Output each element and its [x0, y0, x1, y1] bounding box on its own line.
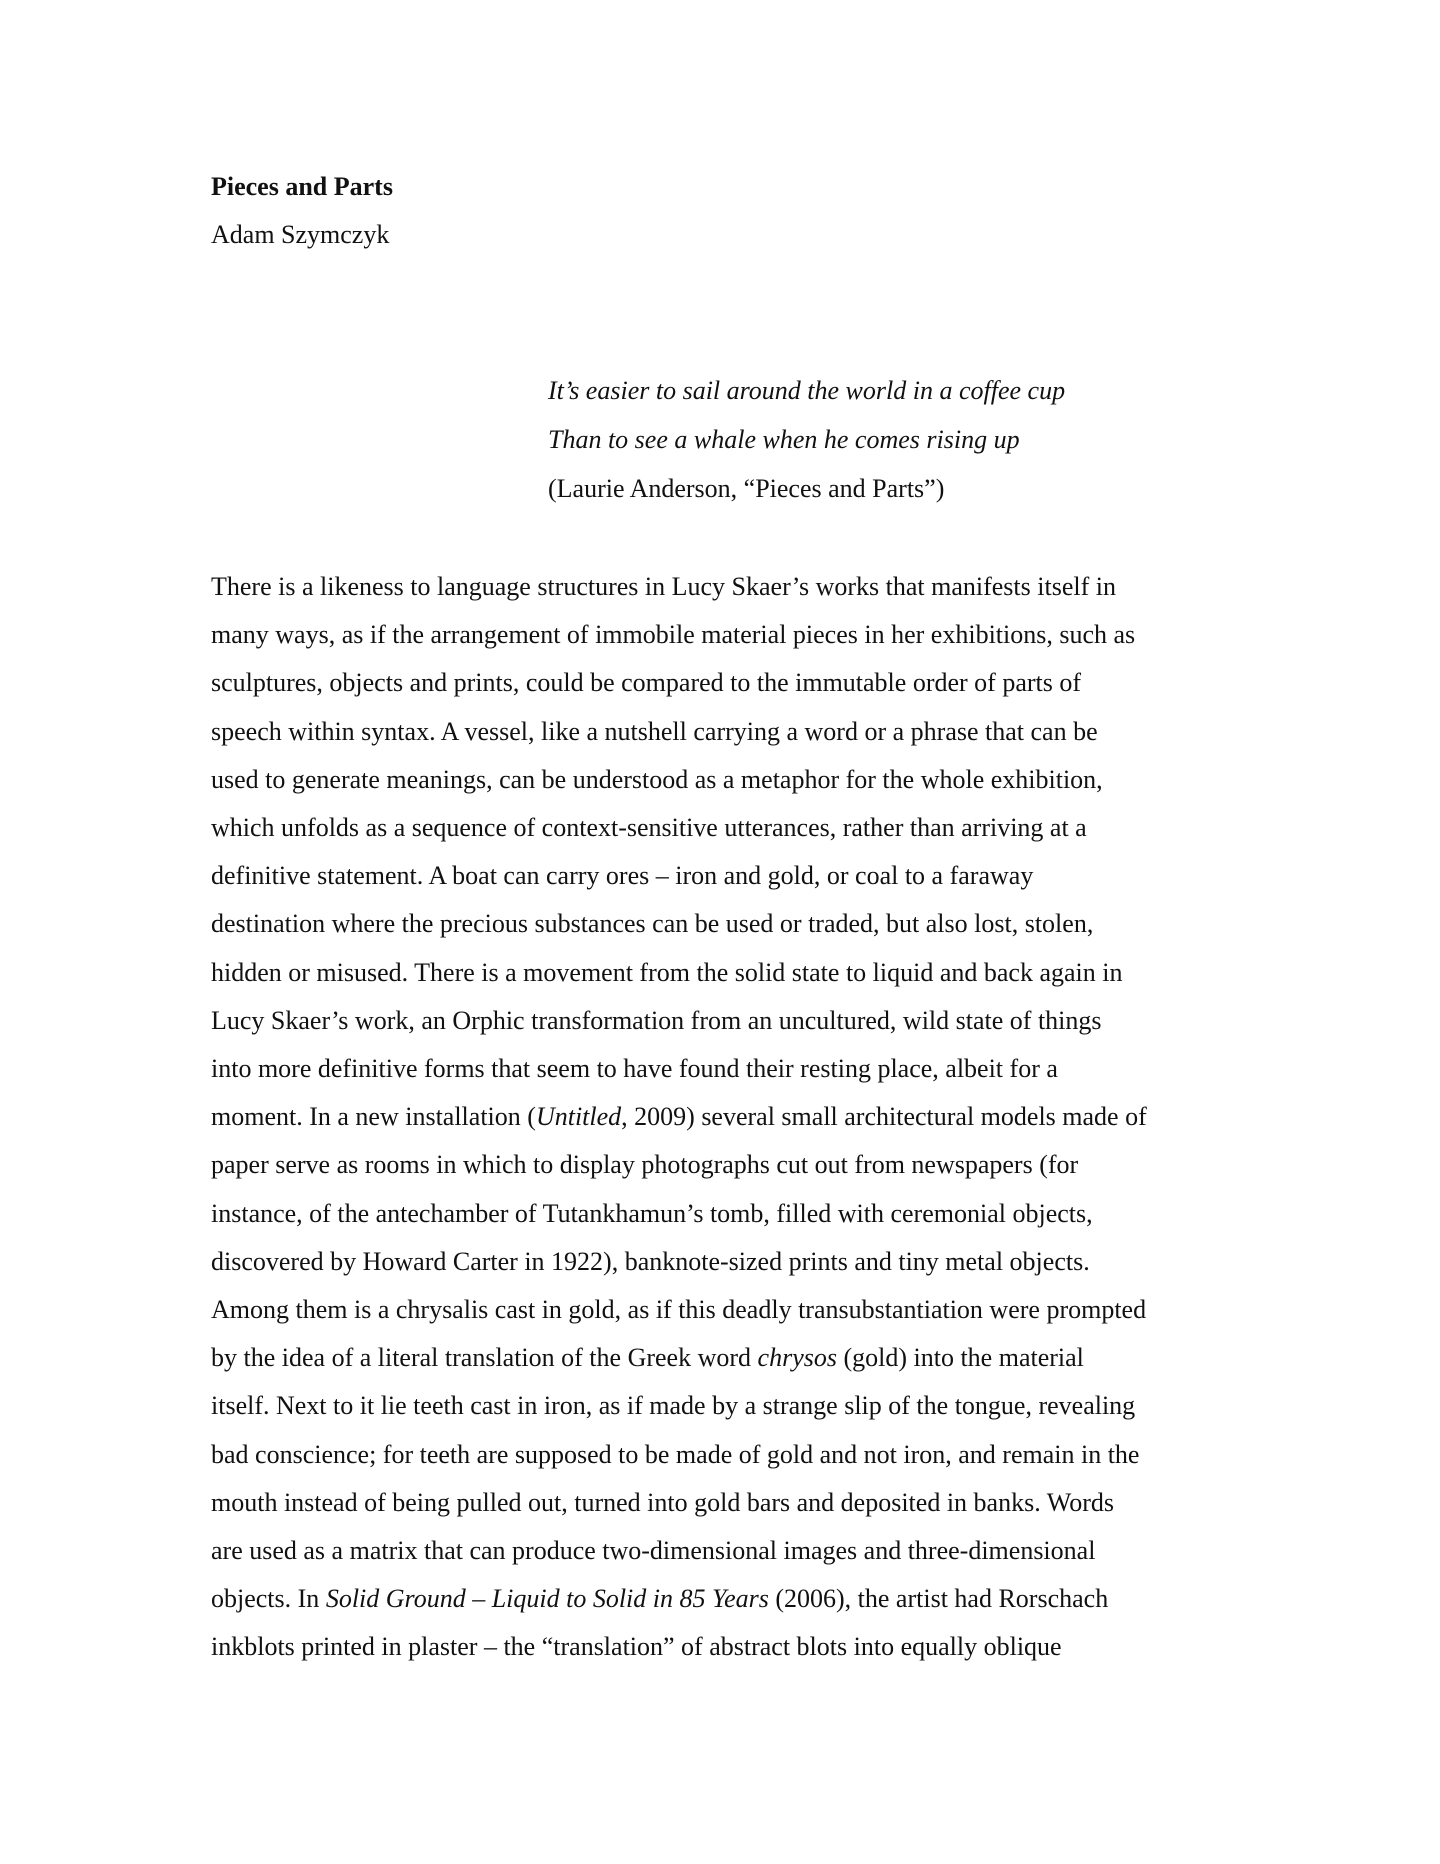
body-text-run: instance, of the antechamber of Tutankhamun’s tomb, filled with ceremonial objects,	[211, 1198, 1093, 1228]
epigraph-attribution: (Laurie Anderson, “Pieces and Parts”)	[548, 474, 945, 503]
body-text-run: paper serve as rooms in which to display photographs cut out from newspapers (for	[211, 1150, 1079, 1180]
body-text-line	[211, 1238, 1147, 1286]
body-text-line	[211, 1045, 1147, 1093]
body-text-run: itself. Next to it lie teeth cast in iron, as if made by a strange slip of the tongue, revealing	[211, 1391, 1136, 1421]
epigraph-verse-line: Than to see a whale when he comes rising up	[548, 425, 1020, 454]
body-text-line	[211, 1575, 1147, 1623]
body-text-run: moment. In a new installation (	[211, 1102, 536, 1132]
body-text-line	[211, 1479, 1147, 1527]
body-text-line	[211, 1093, 1147, 1141]
body-text-line	[211, 949, 1147, 997]
body-text-run: Among them is a chrysalis cast in gold, as if this deadly transubstantiation were prompted	[211, 1295, 1147, 1325]
body-text-line	[211, 708, 1147, 756]
body-text-line	[211, 1382, 1147, 1430]
body-text-run: destination where the precious substances can be used or traded, but also lost, stolen,	[211, 909, 1094, 939]
body-text-line	[211, 1141, 1147, 1189]
body-text-line	[211, 563, 1147, 611]
author-name: Adam Szymczyk	[211, 220, 390, 249]
body-text-line	[211, 1190, 1147, 1238]
italic-title-text: chrysos	[757, 1343, 837, 1373]
body-text-run: Lucy Skaer’s work, an Orphic transformation from an uncultured, wild state of things	[211, 1005, 1102, 1035]
body-text-line	[211, 1334, 1147, 1382]
body-text-run: definitive statement. A boat can carry ores – iron and gold, or coal to a faraway	[211, 861, 1034, 891]
epigraph	[548, 366, 1065, 513]
body-text-line	[211, 1431, 1147, 1479]
body-text-run: (gold) into the material	[836, 1343, 1084, 1373]
body-paragraph	[211, 563, 1147, 1672]
italic-title-text: Solid Ground – Liquid to Solid in 85 Years	[325, 1584, 769, 1614]
body-text-run: into more definitive forms that seem to have found their resting place, albeit for a	[211, 1054, 1058, 1084]
body-text-run: speech within syntax. A vessel, like a nutshell carrying a word or a phrase that can be	[211, 716, 1098, 746]
epigraph-verse-line: It’s easier to sail around the world in a coffee cup	[548, 376, 1066, 405]
body-text-run: mouth instead of being pulled out, turned into gold bars and deposited in banks. Words	[211, 1487, 1114, 1517]
body-text-line	[211, 756, 1147, 804]
body-text-run: are used as a matrix that can produce two-dimensional images and three-dimensional	[211, 1536, 1096, 1566]
body-text-run: There is a likeness to language structures in Lucy Skaer’s works that manifests itself in	[211, 572, 1116, 601]
body-text-line	[211, 1286, 1147, 1334]
body-text-run: (2006), the artist had Rorschach	[768, 1584, 1109, 1614]
body-text-run: by the idea of a literal translation of the Greek word	[211, 1343, 758, 1373]
italic-title-text: Untitled	[535, 1102, 622, 1132]
body-text-run: which unfolds as a sequence of context-sensitive utterances, rather than arriving at a	[211, 813, 1087, 843]
document-title: Pieces and Parts	[211, 172, 393, 201]
body-text-run: objects. In	[211, 1584, 326, 1614]
body-text-line	[211, 1623, 1147, 1671]
body-text-run: discovered by Howard Carter in 1922), banknote-sized prints and tiny metal objects.	[211, 1246, 1090, 1276]
body-text-line	[211, 997, 1147, 1045]
body-text-run: sculptures, objects and prints, could be compared to the immutable order of parts of	[211, 668, 1082, 698]
body-text-line	[211, 852, 1147, 900]
body-text-run: , 2009) several small architectural models made of	[621, 1102, 1147, 1132]
body-text-run: inkblots printed in plaster – the “translation” of abstract blots into equally oblique	[211, 1632, 1062, 1662]
body-text-line	[211, 804, 1147, 852]
body-text-line	[211, 900, 1147, 948]
body-text-run: many ways, as if the arrangement of immobile material pieces in her exhibitions, such as	[211, 620, 1136, 650]
body-text-line	[211, 659, 1147, 707]
body-text-line	[211, 1527, 1147, 1575]
body-text-run: bad conscience; for teeth are supposed to be made of gold and not iron, and remain in the	[211, 1439, 1140, 1469]
body-text-run: hidden or misused. There is a movement from the solid state to liquid and back again in	[211, 957, 1123, 987]
body-text-run: used to generate meanings, can be understood as a metaphor for the whole exhibition,	[211, 764, 1103, 794]
body-text-line	[211, 611, 1147, 659]
